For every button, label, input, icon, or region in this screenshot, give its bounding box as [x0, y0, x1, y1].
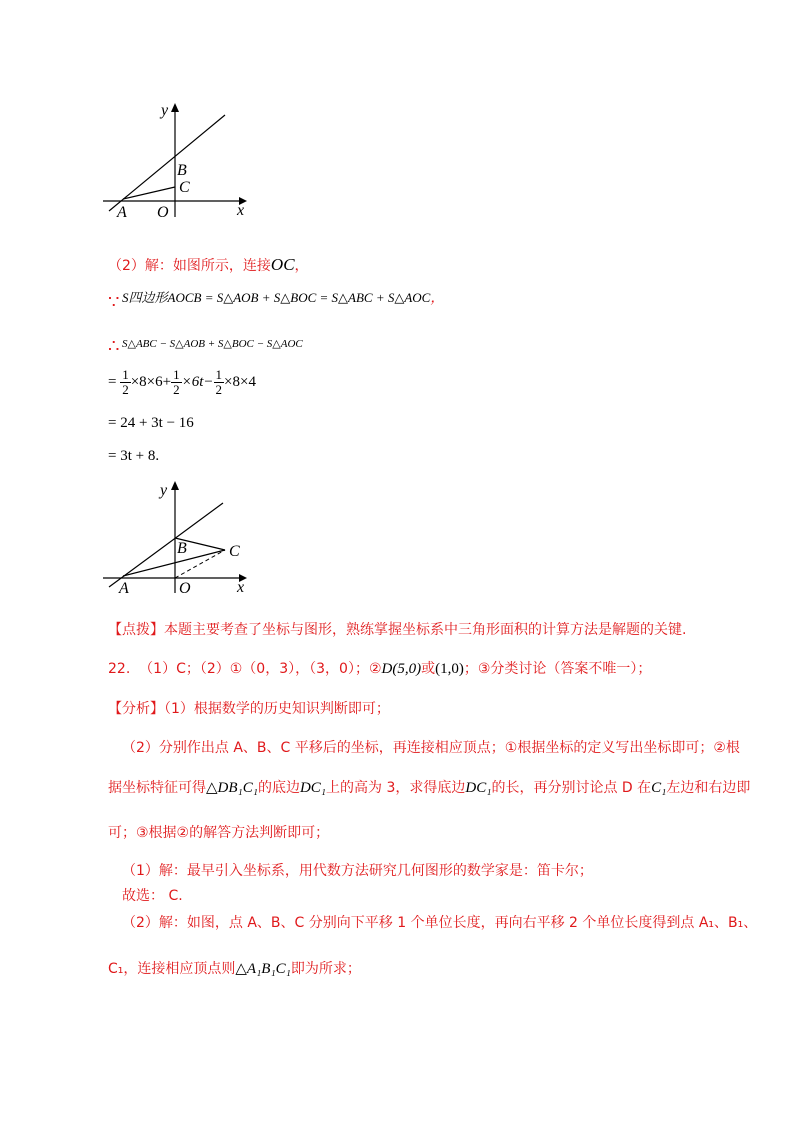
equation-line-4: = 24 + 3t − 16 [108, 415, 194, 431]
eq3-term-2: ×6t− [181, 373, 214, 390]
part2-intro-end: ， [294, 258, 309, 274]
label-b: B [177, 162, 187, 179]
equation-line-5-end: . [155, 448, 160, 464]
frac3-num: 1 [215, 367, 223, 382]
fraction-1 [120, 368, 131, 397]
solution-line-4 [108, 958, 361, 978]
analysis-c1: C₁ [651, 780, 667, 796]
q22-point-d: D(5,0) [381, 661, 422, 677]
label-o: O [179, 580, 191, 597]
because-symbol: ∵ [108, 292, 120, 313]
part2-intro-text: （2）解：如图所示，连接 [108, 258, 271, 274]
equation-line-5 [108, 448, 159, 465]
equation-line-3 [108, 368, 256, 397]
q22-answer-part-b: ；③分类讨论（答案不唯一）； [463, 661, 652, 677]
analysis-line-3-b: 的底边 [257, 780, 300, 796]
q22-number: 22. [108, 661, 131, 677]
eq3-term-1: ×8×6+ [130, 373, 172, 390]
analysis-dc1-2: DC₁ [465, 780, 492, 796]
note-line [108, 619, 686, 639]
analysis-tag: 【分析】 [108, 701, 164, 717]
eq3-prefix: = [108, 373, 117, 390]
analysis-line-1-text: （1）根据数学的历史知识判断即可； [164, 701, 390, 717]
label-y: y [160, 482, 168, 499]
note-text: 本题主要考查了坐标与图形，熟练掌握坐标系中三角形面积的计算方法是解题的关键. [164, 622, 687, 638]
frac2-den: 2 [173, 382, 180, 397]
note-tag: 【点拨】 [108, 622, 164, 638]
label-o: O [157, 204, 169, 221]
equation-line-2: S△ABC − S△AOB + S△BOC − S△AOC [122, 338, 303, 350]
analysis-line-4: 可；③根据②的解答方法判断即可； [108, 825, 330, 841]
analysis-line-3-a: 据坐标特征可得 [108, 780, 206, 796]
q22-answer-part-a: （1）C；（2）①（0，3），（3，0）；② [139, 661, 382, 677]
solution-line-4-b: 即为所求； [290, 961, 361, 977]
segment-ac [123, 550, 225, 576]
frac1-den: 2 [122, 382, 129, 397]
solution-line-3: （2）解：如图，点 A、B、C 分别向下平移 1 个单位长度，再向右平移 2 个单位长度得到点 A₁、B₁、 [122, 915, 758, 931]
analysis-dc1: DC₁ [299, 780, 327, 796]
analysis-line-3-d: 的长，再分别讨论点 D 在 [491, 780, 652, 796]
equation-line-1-text: S四边形AOCB = S△AOB + S△BOC = S△ABC + S△AOC [122, 290, 431, 305]
therefore-symbol: ∴ [108, 336, 120, 357]
figure-2-coordinate-graph [95, 475, 265, 600]
analysis-triangle: △DB₁C₁ [206, 780, 258, 796]
q22-point-alt: (1,0) [435, 661, 464, 677]
label-a: A [119, 580, 129, 597]
part2-intro [108, 255, 309, 275]
analysis-line-3-c: 上的高为 3，求得底边 [326, 780, 466, 796]
equation-line-5-text: = 3t + 8 [108, 448, 156, 464]
equation-line-1-end: ， [430, 290, 445, 306]
label-a: A [117, 204, 127, 221]
q22-answer [108, 658, 651, 678]
frac2-num: 1 [173, 367, 180, 382]
y-axis-arrow [171, 481, 179, 490]
frac3-den: 2 [215, 382, 223, 397]
frac1-num: 1 [122, 367, 129, 382]
solution-line-4-a: C₁，连接相应顶点则 [108, 961, 236, 977]
part2-intro-var: OC [270, 255, 295, 274]
analysis-line-1 [108, 698, 390, 718]
label-x: x [237, 579, 245, 596]
analysis-line-3-e: 左边和右边即 [666, 780, 751, 796]
q22-or: 或 [421, 661, 436, 677]
fraction-2 [171, 368, 182, 397]
label-y: y [161, 102, 169, 119]
eq3-term-3: ×8×4 [224, 373, 256, 390]
label-c: C [179, 179, 190, 196]
solution-triangle: △A₁B₁C₁ [235, 961, 291, 977]
y-axis-arrow [171, 103, 179, 112]
label-c: C [229, 543, 240, 560]
solution-line-2: 故选： C. [122, 888, 183, 904]
equation-line-1 [122, 287, 444, 307]
figure-1-coordinate-graph [95, 95, 265, 225]
fraction-3 [214, 368, 225, 397]
analysis-line-2: （2）分别作出点 A、B、C 平移后的坐标，再连接相应顶点；①根据坐标的定义写出坐标即可；②根 [122, 740, 740, 756]
label-x: x [237, 202, 245, 219]
label-b: B [177, 540, 187, 557]
solution-line-1: （1）解：最早引入坐标系，用代数方法研究几何图形的数学家是：笛卡尔； [122, 863, 593, 879]
analysis-line-3 [108, 777, 750, 797]
line-ab [109, 115, 225, 211]
